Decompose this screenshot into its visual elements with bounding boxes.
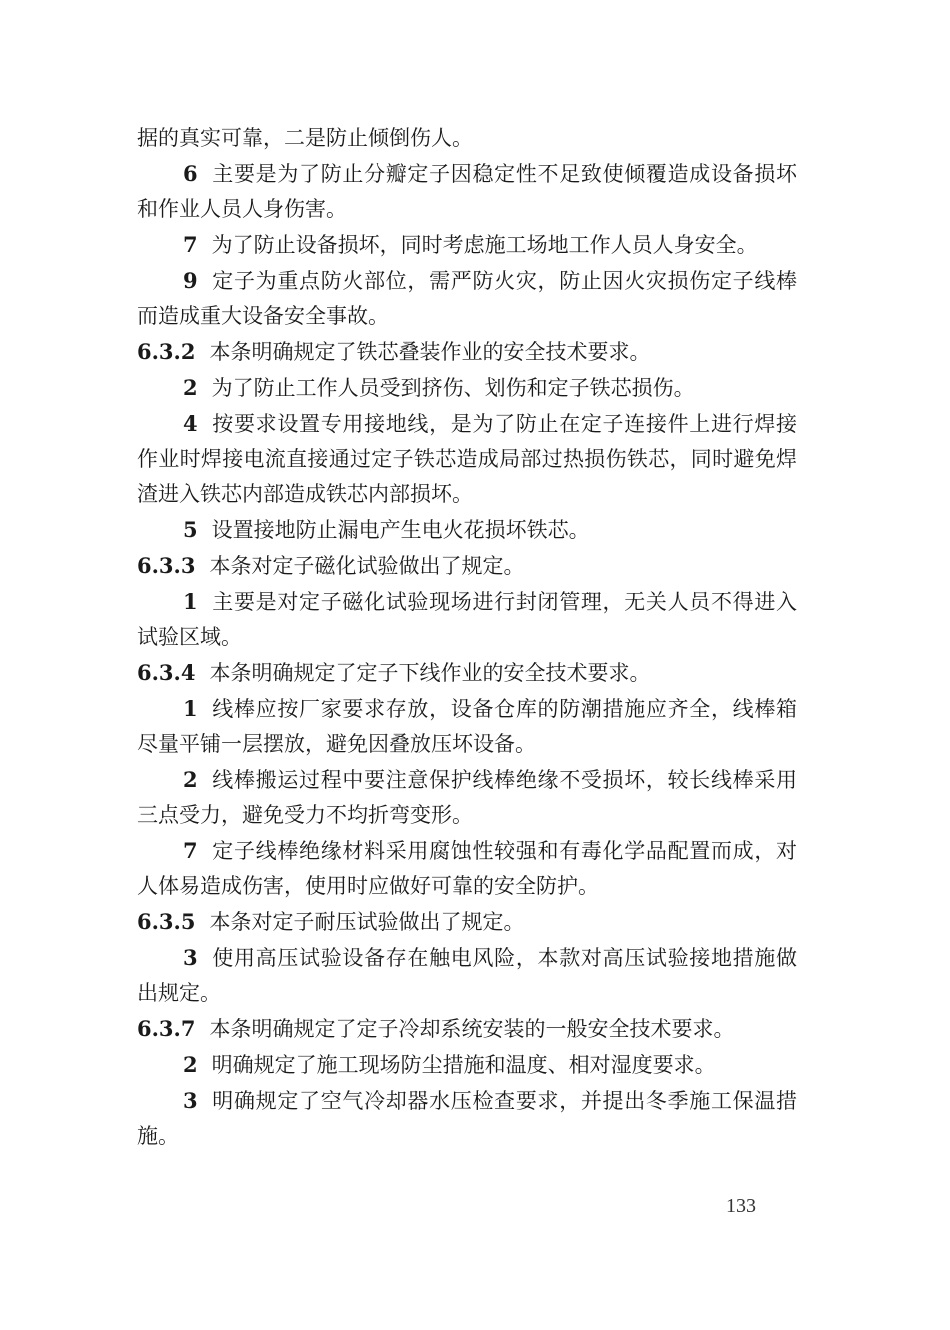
- paragraph-text: 本条明确规定了定子冷却系统安装的一般安全技术要求。: [209, 1017, 735, 1041]
- paragraph-text: 线棒应按厂家要求存放，设备仓库的防潮措施应齐全，线棒箱尽量平铺一层摆放，避免因叠放压坏设备。: [137, 697, 797, 756]
- item-number: 3: [183, 1088, 198, 1113]
- item-number: 5: [183, 517, 198, 542]
- item-paragraph: [137, 691, 797, 762]
- item-paragraph: [137, 512, 797, 548]
- paragraph-text: 为了防止设备损坏，同时考虑施工场地工作人员人身安全。: [211, 233, 758, 257]
- item-number: 4: [183, 411, 198, 436]
- paragraph-text: 按要求设置专用接地线，是为了防止在定子连接件上进行焊接作业时焊接电流直接通过定子铁芯造成局部过热损伤铁芯，同时避免焊渣进入铁芯内部造成铁芯内部损坏。: [137, 412, 797, 506]
- clause-number: 6.3.7: [137, 1016, 196, 1041]
- paragraph-text: 明确规定了施工现场防尘措施和温度、相对湿度要求。: [211, 1053, 716, 1077]
- item-paragraph: [137, 833, 797, 904]
- continuation-paragraph: [137, 121, 797, 156]
- item-paragraph: [137, 940, 797, 1011]
- item-paragraph: [137, 584, 797, 655]
- item-paragraph: [137, 1083, 797, 1154]
- item-number: 3: [183, 945, 198, 970]
- paragraph-text: 使用高压试验设备存在触电风险，本款对高压试验接地措施做出规定。: [137, 946, 797, 1005]
- paragraph-text: 本条明确规定了铁芯叠装作业的安全技术要求。: [209, 340, 651, 364]
- paragraph-text: 明确规定了空气冷却器水压检查要求，并提出冬季施工保温措施。: [137, 1089, 797, 1148]
- item-number: 6: [183, 161, 198, 186]
- clause-paragraph: [137, 904, 797, 940]
- clause-number: 6.3.4: [137, 660, 196, 685]
- clause-paragraph: [137, 655, 797, 691]
- paragraph-text: 主要是对定子磁化试验现场进行封闭管理，无关人员不得进入试验区域。: [137, 590, 797, 649]
- paragraph-text: 定子为重点防火部位，需严防火灾，防止因火灾损伤定子线棒而造成重大设备安全事故。: [137, 269, 797, 328]
- item-number: 7: [183, 838, 198, 863]
- clause-paragraph: [137, 1011, 797, 1047]
- item-paragraph: [137, 156, 797, 227]
- paragraph-text: 据的真实可靠，二是防止倾倒伤人。: [137, 126, 473, 150]
- item-number: 9: [183, 268, 198, 293]
- item-paragraph: [137, 263, 797, 334]
- clause-paragraph: [137, 334, 797, 370]
- clause-number: 6.3.5: [137, 909, 196, 934]
- item-number: 2: [183, 375, 198, 400]
- clause-number: 6.3.3: [137, 553, 196, 578]
- document-body: [137, 121, 797, 1154]
- item-paragraph: [137, 762, 797, 833]
- paragraph-text: 本条明确规定了定子下线作业的安全技术要求。: [209, 661, 651, 685]
- item-number: 2: [183, 1052, 198, 1077]
- clause-number: 6.3.2: [137, 339, 196, 364]
- item-paragraph: [137, 370, 797, 406]
- paragraph-text: 本条对定子耐压试验做出了规定。: [209, 910, 525, 934]
- paragraph-text: 定子线棒绝缘材料采用腐蚀性较强和有毒化学品配置而成，对人体易造成伤害，使用时应做好可靠的安全防护。: [137, 839, 797, 898]
- item-paragraph: [137, 227, 797, 263]
- paragraph-text: 为了防止工作人员受到挤伤、划伤和定子铁芯损伤。: [211, 376, 695, 400]
- item-number: 2: [183, 767, 198, 792]
- item-paragraph: [137, 1047, 797, 1083]
- paragraph-text: 设置接地防止漏电产生电火花损坏铁芯。: [211, 518, 590, 542]
- item-number: 7: [183, 232, 198, 257]
- item-number: 1: [183, 589, 198, 614]
- item-number: 1: [183, 696, 198, 721]
- item-paragraph: [137, 406, 797, 512]
- page-number: 133: [726, 1195, 756, 1217]
- clause-paragraph: [137, 548, 797, 584]
- paragraph-text: 线棒搬运过程中要注意保护线棒绝缘不受损坏，较长线棒采用三点受力，避免受力不均折弯变形。: [137, 768, 797, 827]
- paragraph-text: 主要是为了防止分瓣定子因稳定性不足致使倾覆造成设备损坏和作业人员人身伤害。: [137, 162, 797, 221]
- paragraph-text: 本条对定子磁化试验做出了规定。: [209, 554, 525, 578]
